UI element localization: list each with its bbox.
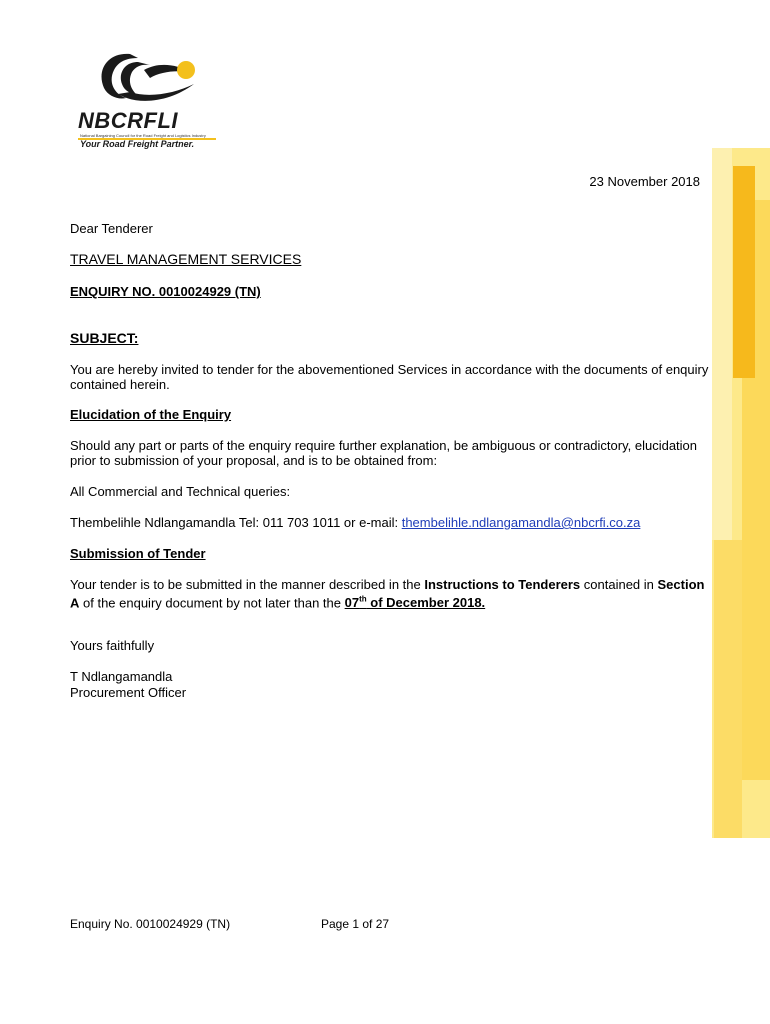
side-bar-dark [733, 166, 755, 378]
logo-subtitle: National Bargaining Council for the Road Freight and Logistics Industry [80, 133, 206, 138]
nbcrfli-logo [78, 48, 220, 152]
subject-label: SUBJECT: [70, 330, 139, 346]
letter-title: TRAVEL MANAGEMENT SERVICES [70, 251, 302, 267]
logo-swirl-icon [78, 48, 220, 108]
side-bar-white-strip [712, 148, 732, 540]
signatory-title: Procurement Officer [70, 685, 187, 700]
letter-date: 23 November 2018 [589, 174, 700, 189]
contact-email-link[interactable]: thembelihle.ndlangamandla@nbcrfi.co.za [401, 515, 641, 530]
intro-paragraph: You are hereby invited to tender for the abovementioned Services in accordance with the documents of enquiry contained herein. [70, 362, 709, 392]
submission-heading: Submission of Tender [70, 546, 206, 561]
contact-line [70, 515, 710, 530]
deadline-rest: of December 2018. [366, 595, 486, 611]
signatory-name: T Ndlangamandla [70, 669, 173, 684]
enquiry-number: ENQUIRY NO. 0010024929 (TN) [70, 284, 261, 299]
submission-paragraph [70, 577, 710, 610]
elucidation-paragraph: Should any part or parts of the enquiry require further explanation, be ambiguous or contradictory, elucidation prior to submission of your proposal, and is to be obtained from: [70, 438, 698, 468]
submission-text-1: Your tender is to be submitted in the manner described in the [70, 577, 425, 592]
side-bar-mid-lower [714, 540, 742, 838]
queries-label: All Commercial and Technical queries: [70, 484, 291, 499]
deadline-sup: th [359, 595, 367, 604]
footer-page-number: Page 1 of 27 [321, 917, 390, 931]
footer-enquiry-number: Enquiry No. 0010024929 (TN) [70, 917, 231, 931]
deadline [345, 595, 486, 610]
logo-tagline: Your Road Freight Partner. [80, 139, 195, 149]
submission-text-2: contained in [580, 577, 658, 592]
logo-wordmark: NBCRFLI [78, 108, 179, 133]
submission-text-3: of the enquiry document by not later than the [79, 595, 345, 611]
instructions-to-tenderers: Instructions to Tenderers [424, 577, 581, 592]
section-a: Section A [70, 577, 705, 611]
deadline-day: 07 [344, 595, 360, 611]
contact-text: Thembelihle Ndlangamandla Tel: 011 703 1011 or e-mail: [70, 515, 402, 530]
elucidation-heading: Elucidation of the Enquiry [70, 407, 232, 422]
salutation: Dear Tenderer [70, 221, 153, 236]
closing: Yours faithfully [70, 638, 155, 653]
